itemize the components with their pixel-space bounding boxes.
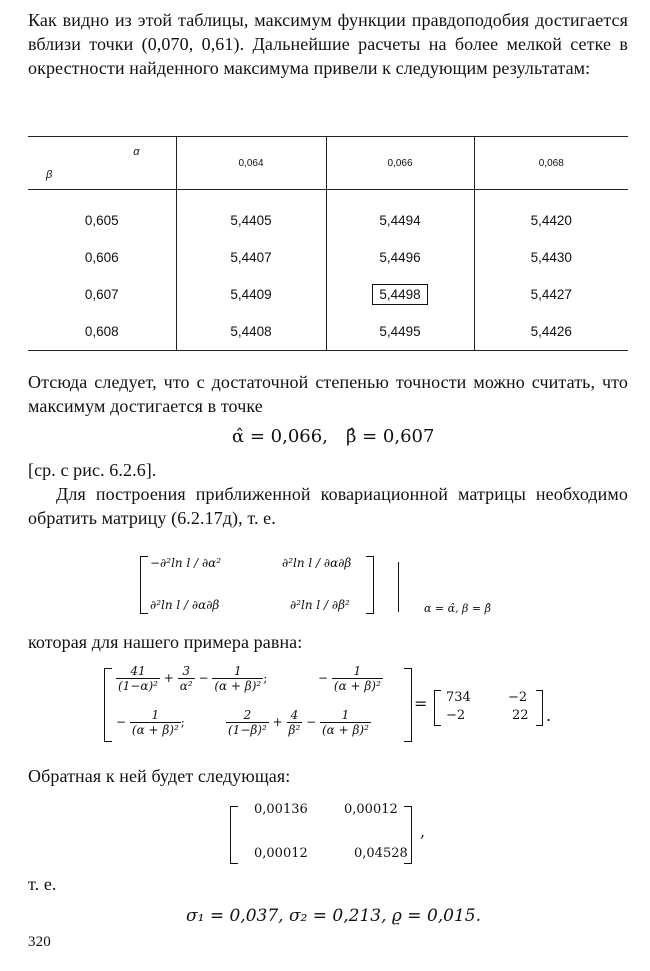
max-value-cell [326,276,474,313]
matrix-entry-21: − $\frac{1}{\text{(α + β)²}}$ ; [116,708,185,737]
example-intro: которая для нашего примера равна: [28,632,303,652]
value-cell: 5,4407 [176,239,326,276]
result-22: 22 [512,708,529,723]
hessian-m12: ∂²ln l / ∂α∂β [282,556,352,570]
matrix-entry-12: − $\frac{1}{\text{(α + β)²}}$ [318,664,381,693]
inverse-21: 0,00012 [254,846,308,861]
left-bracket [434,690,441,726]
inverse-intro: Обратная к ней будет следующая: [28,766,291,786]
sigma-results: σ₁ = 0,037, σ₂ = 0,213, ϱ = 0,015. [186,906,482,926]
right-bracket [404,668,412,742]
alpha-column-header: 0,068 [474,137,628,190]
left-bracket [104,668,112,742]
table-row [28,313,628,351]
covariance-paragraph: Для построения приближенной ковариационной матрицы необходимо обратить матрицу (6.2.17д), т. е. [28,484,628,528]
hessian-m11: −∂²ln l / ∂α² [150,556,222,570]
beta-cell: 0,607 [84,287,119,302]
value-cell: 5,4409 [176,276,326,313]
table-row [28,190,628,240]
value-cell: 5,4408 [176,313,326,351]
result-12: −2 [508,690,528,705]
table-corner-cell [28,137,176,190]
hessian-m21: ∂²ln l / ∂α∂β [150,598,220,612]
evaluation-condition: α = α̂, β = β̂ [424,602,491,615]
value-cell: 5,4420 [474,190,628,240]
conclusion-paragraph: Отсюда следует, что с достаточной степенью точности можно считать, что максимум достигается в точке [28,372,628,416]
cf-reference: [ср. с рис. 6.2.6]. [28,460,157,480]
result-21: −2 [446,708,466,723]
table-header-row [28,137,628,190]
beta-cell: 0,608 [84,324,119,339]
value-cell: 5,4430 [474,239,628,276]
alpha-estimate: α̂ = 0,066, [232,426,328,447]
value-cell: 5,4427 [474,276,628,313]
beta-axis-label: β [46,169,53,181]
alpha-axis-label: α [133,146,140,158]
value-cell: 5,4496 [326,239,474,276]
value-cell: 5,4426 [474,313,628,351]
inverse-12: 0,00012 [344,802,398,817]
inverse-22: 0,04528 [354,846,408,861]
max-value-box: 5,4498 [372,284,427,305]
inverse-11: 0,00136 [254,802,308,817]
evaluation-bar [398,562,399,612]
likelihood-table [28,136,628,351]
value-cell: 5,4405 [176,190,326,240]
table-row [28,276,628,313]
ie-text: т. е. [28,874,57,894]
left-bracket [230,806,238,864]
alpha-column-header: 0,064 [176,137,326,190]
left-bracket [140,556,148,614]
table-row [28,239,628,276]
comma: , [420,822,426,841]
intro-paragraph: Как видно из этой таблицы, максимум функции правдоподобия достигается вблизи точки (0,070, 0,61). Дальнейшие расчеты на более мелкой сетке в окрестности найденного максимума привели к следующим результатам: [28,10,628,78]
value-cell: 5,4495 [326,313,474,351]
hessian-m22: ∂²ln l / ∂β² [290,598,350,612]
beta-estimate: β̂ = 0,607 [346,426,435,447]
alpha-column-header: 0,066 [326,137,474,190]
right-bracket [366,556,374,614]
page-number: 320 [28,934,51,950]
beta-cell: 0,605 [84,213,119,228]
result-11: 734 [446,690,471,705]
beta-cell: 0,606 [84,250,119,265]
period: . [546,706,552,725]
matrix-entry-11: $\frac{41}{\text{(1−α)²}}$ + $\frac{3}{\text{α²}}$ − $\frac{1}{\text{(α + β)²}}$ ; [118,664,268,693]
matrix-entry-22: $\frac{2}{\text{(1−β)²}}$ + $\frac{4}{\text{β²}}$ − $\frac{1}{\text{(α + β)²}}$ [228,708,369,737]
right-bracket [536,690,543,726]
equals-sign: = [414,694,428,713]
value-cell: 5,4494 [326,190,474,240]
